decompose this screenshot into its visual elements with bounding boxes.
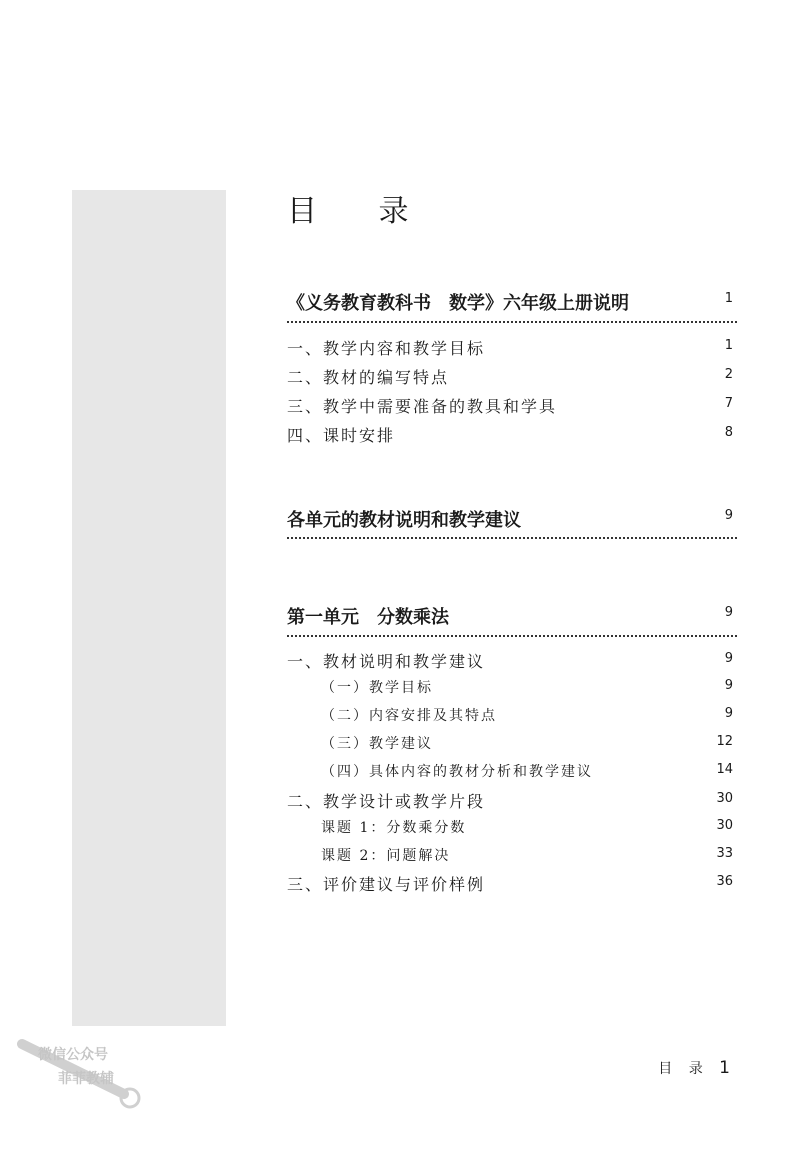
watermark-line-2: 菲菲教辅 (58, 1071, 114, 1087)
page-title: 目 录 (287, 194, 435, 229)
toc-page-number: 30 (716, 791, 733, 806)
toc-subitem-row[interactable] (287, 733, 737, 759)
toc-section-row[interactable] (287, 603, 737, 629)
watermark-line-1: 微信公众号 (38, 1047, 108, 1063)
side-gray-band (72, 190, 226, 1026)
toc-page-number: 1 (724, 338, 733, 353)
footer-page-number: 1 (719, 1058, 730, 1078)
watermark (14, 1032, 154, 1110)
toc-subitem-label: （三）教学建议 (321, 736, 433, 752)
toc-subitem-label: （二）内容安排及其特点 (321, 708, 497, 724)
toc-item-row[interactable] (287, 872, 737, 898)
dotted-leader (287, 537, 737, 539)
toc-page-number: 14 (716, 762, 733, 777)
toc-item-label: 二、教学设计或教学片段 (287, 792, 486, 811)
toc-item-label: 一、教材说明和教学建议 (287, 652, 486, 671)
toc-page-number: 30 (716, 818, 733, 833)
toc-section-label: 《义务教育教科书 数学》六年级上册说明 (287, 293, 629, 314)
toc-page-number: 9 (724, 706, 733, 721)
toc-item-label: 三、评价建议与评价样例 (287, 875, 486, 894)
toc-item-row[interactable] (287, 649, 737, 675)
footer-label: 目 录 (658, 1061, 709, 1077)
toc-section-label: 各单元的教材说明和教学建议 (287, 510, 521, 531)
page-footer (658, 1058, 730, 1078)
toc-item-label: 二、教材的编写特点 (287, 368, 450, 387)
toc-page-number: 12 (716, 734, 733, 749)
toc-page-number: 7 (724, 396, 733, 411)
toc-section-row[interactable] (287, 506, 737, 532)
toc-page-number: 9 (724, 651, 733, 666)
toc-page-number: 8 (724, 425, 733, 440)
toc-item-label: 三、教学中需要准备的教具和学具 (287, 397, 558, 416)
toc-page-number: 9 (724, 678, 733, 693)
toc-page-number: 1 (724, 291, 733, 306)
toc-page-number: 36 (716, 874, 733, 889)
toc-item-row[interactable] (287, 423, 737, 449)
toc-section-label: 第一单元 分数乘法 (287, 607, 449, 628)
toc-section-row[interactable] (287, 289, 737, 315)
toc-item-label: 一、教学内容和教学目标 (287, 339, 486, 358)
toc-subitem-row[interactable] (287, 761, 737, 787)
toc-subitem-row[interactable] (287, 677, 737, 703)
toc-subitem-label: （四）具体内容的教材分析和教学建议 (321, 764, 593, 780)
dotted-leader (287, 321, 737, 323)
toc-subitem-row[interactable] (287, 817, 737, 843)
toc-subitem-row[interactable] (287, 845, 737, 871)
toc-item-row[interactable] (287, 336, 737, 362)
toc-subitem-label: 课题 1：分数乘分数 (321, 820, 467, 836)
toc-item-row[interactable] (287, 365, 737, 391)
toc-subitem-row[interactable] (287, 705, 737, 731)
toc-page-number: 33 (716, 846, 733, 861)
toc-page-number: 9 (724, 508, 733, 523)
toc-item-row[interactable] (287, 789, 737, 815)
dotted-leader (287, 635, 737, 637)
toc-item-row[interactable] (287, 394, 737, 420)
toc-page-number: 9 (724, 605, 733, 620)
toc-subitem-label: （一）教学目标 (321, 680, 433, 696)
toc-subitem-label: 课题 2：问题解决 (321, 848, 451, 864)
toc-item-label: 四、课时安排 (287, 426, 396, 445)
toc-page-number: 2 (724, 367, 733, 382)
